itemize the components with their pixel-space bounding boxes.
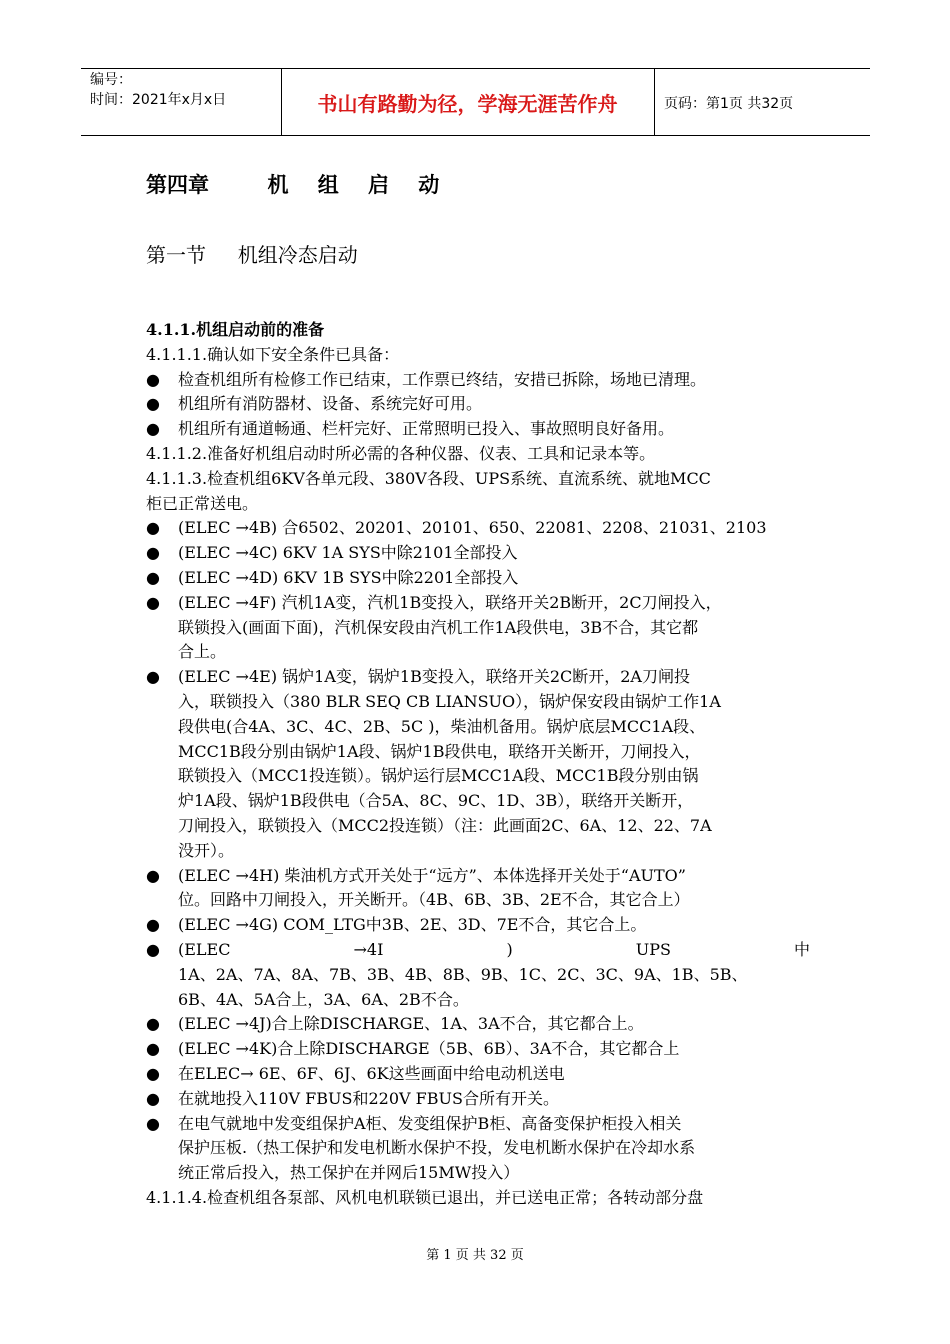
bullet-icon: ● [146,592,160,612]
list-item-line: (ELEC →4J)合上除DISCHARGE、1A、3A不合，其它都合上。 [178,1014,644,1034]
bullet-icon: ● [146,939,160,959]
bullet-list-power-2 [146,1012,810,1186]
list-item [146,1037,810,1062]
list-item [146,1112,810,1186]
header-motto: 书山有路勤为径，学海无涯苦作舟 [317,92,618,116]
bullet-icon: ● [146,1088,160,1108]
list-item-line: 炉1A段、锅炉1B段供电（合5A、8C、9C、1D、3B），联络开关断开， [178,791,694,811]
page-footer: 第 1 页 共 32 页 [426,1248,524,1263]
subsection-heading: 4.1.1.机组启动前的准备 [146,320,325,339]
list-item-line: 统正常后投入，热工保护在并网后15MW投入） [178,1163,520,1183]
section-title: 第一节 机组冷态启动 [146,243,358,267]
list-item-line: (ELEC →4D) 6KV 1B SYS中除2201全部投入 [178,567,519,587]
list-item-line: MCC1B段分别由锅炉1A段、锅炉1B段供电，联络开关断开，刀闸投入， [178,741,701,761]
list-item-line: 没开）。 [178,840,235,860]
list-item [146,864,810,914]
list-item [146,1087,810,1112]
bullet-icon: ● [146,419,160,439]
list-item-line: 位。回路中刀闸投入，开关断开。（4B、6B、3B、2E不合，其它合上） [178,890,690,910]
bullet-icon: ● [146,1063,160,1083]
list-item-line: (ELEC →4F) 汽机1A变，汽机1B变投入，联络开关2B断开，2C刀闸投入， [178,592,722,612]
list-item [146,566,810,591]
bullet-icon: ● [146,518,160,538]
bullet-icon: ● [146,567,160,587]
header-divider-right [654,68,655,135]
list-item-line: 在电气就地中发变组保护A柜、发变组保护B柜、高备变保护柜投入相关 [178,1113,682,1133]
list-item-line: (ELEC →4B) 合6502、20201、20101、650、22081、2208、21031、2103 [178,518,767,538]
list-item-line: (ELEC →4C) 6KV 1A SYS中除2101全部投入 [178,543,518,563]
bullet-icon: ● [146,865,160,885]
bullet-icon: ● [146,1113,160,1133]
list-item-line: 刀闸投入，联锁投入（MCC2投连锁）（注：此画面2C、6A、12、22、7A [178,815,712,835]
list-item: ● 机组所有通道畅通、栏杆完好、正常照明已投入、事故照明良好备用。 [146,417,810,442]
list-item-line: 在ELEC→ 6E、6F、6J、6K这些画面中给电动机送电 [178,1063,565,1083]
bullet-icon: ● [146,543,160,563]
paragraph: 4.1.1.4.检查机组各泵部、风机电机联锁已退出，并已送电正常；各转动部分盘 [146,1187,704,1207]
list-item-line: (ELEC →4K)合上除DISCHARGE（5B、6B）、3A不合，其它都合上 [178,1039,680,1059]
paragraph-line: 4.1.1.3.检查机组6KV各单元段、380V各段、UPS系统、直流系统、就地MCC [146,468,711,488]
list-item [146,913,810,938]
list-item-line: 入，联锁投入（380 BLR SEQ CB LIANSUO），锅炉保安段由锅炉工作1A [178,691,721,711]
list-item-line: 合上。 [178,642,227,662]
list-item-line: 保护压板.（热工保护和发电机断水保护不投，发电机断水保护在冷却水系 [178,1138,696,1158]
paragraph: 4.1.1.1.确认如下安全条件已具备： [146,344,400,364]
list-item: ● 检查机组所有检修工作已结束，工作票已终结，安措已拆除，场地已清理。 [146,368,810,393]
justified-line: (ELEC →4I ) UPS 中 [178,939,810,959]
list-item-line: (ELEC →4H) 柴油机方式开关处于“远方”、本体选择开关处于“AUTO” [178,865,686,885]
bullet-icon: ● [146,915,160,935]
list-item [146,591,810,665]
list-item-line: 在就地投入110V FBUS和220V FBUS合所有开关。 [178,1088,559,1108]
header-page-info: 页码：第1页 共32页 [664,96,794,112]
list-item [146,1012,810,1037]
list-item-line: 联锁投入（MCC1投连锁）。锅炉运行层MCC1A段、MCC1B段分别由锅 [178,766,699,786]
list-item [146,516,810,541]
header-top-rule [81,68,870,69]
list-item-line: (ELEC →4E) 锅炉1A变，锅炉1B变投入，联络开关2C断开，2A刀闸投 [178,667,690,687]
header-bottom-rule [81,135,870,136]
bullet-list-safety [146,368,810,442]
document-number-label: 编号： [90,72,132,88]
list-item-line: 段供电(合4A、3C、4C、2B、5C )，柴油机备用。锅炉底层MCC1A段、 [178,716,706,736]
bullet-icon: ● [146,1039,160,1059]
list-item [146,541,810,566]
chapter-title: 第四章 机 组 启 动 [146,173,440,197]
bullet-icon: ● [146,1014,160,1034]
document-body [146,318,810,1211]
document-time-label: 时间：2021年x月x日 [90,92,227,108]
bullet-list-power [146,516,810,938]
list-item [146,1062,810,1087]
paragraph-line: 柜已正常送电。 [146,493,259,513]
bullet-icon: ● [146,369,160,389]
list-item-ups: ● (ELEC →4I ) UPS 中 1A、2A、7A、8A、7B、3B、4B、8B、9B、1C、2C、3C、9A、1B、5B、 6B、4A、5A合上，3A、6A、2B不合。 [146,939,810,1009]
bullet-icon: ● [146,667,160,687]
bullet-icon: ● [146,394,160,414]
list-item-line: 联锁投入(画面下面)，汽机保安段由汽机工作1A段供电，3B不合，其它都 [178,617,699,637]
list-item [146,665,810,863]
paragraph: 4.1.1.2.准备好机组启动时所必需的各种仪器、仪表、工具和记录本等。 [146,443,656,463]
list-item-line: (ELEC →4G) COM_LTG中3B、2E、3D、7E不合，其它合上。 [178,915,647,935]
list-item: ● 机组所有消防器材、设备、系统完好可用。 [146,392,810,417]
